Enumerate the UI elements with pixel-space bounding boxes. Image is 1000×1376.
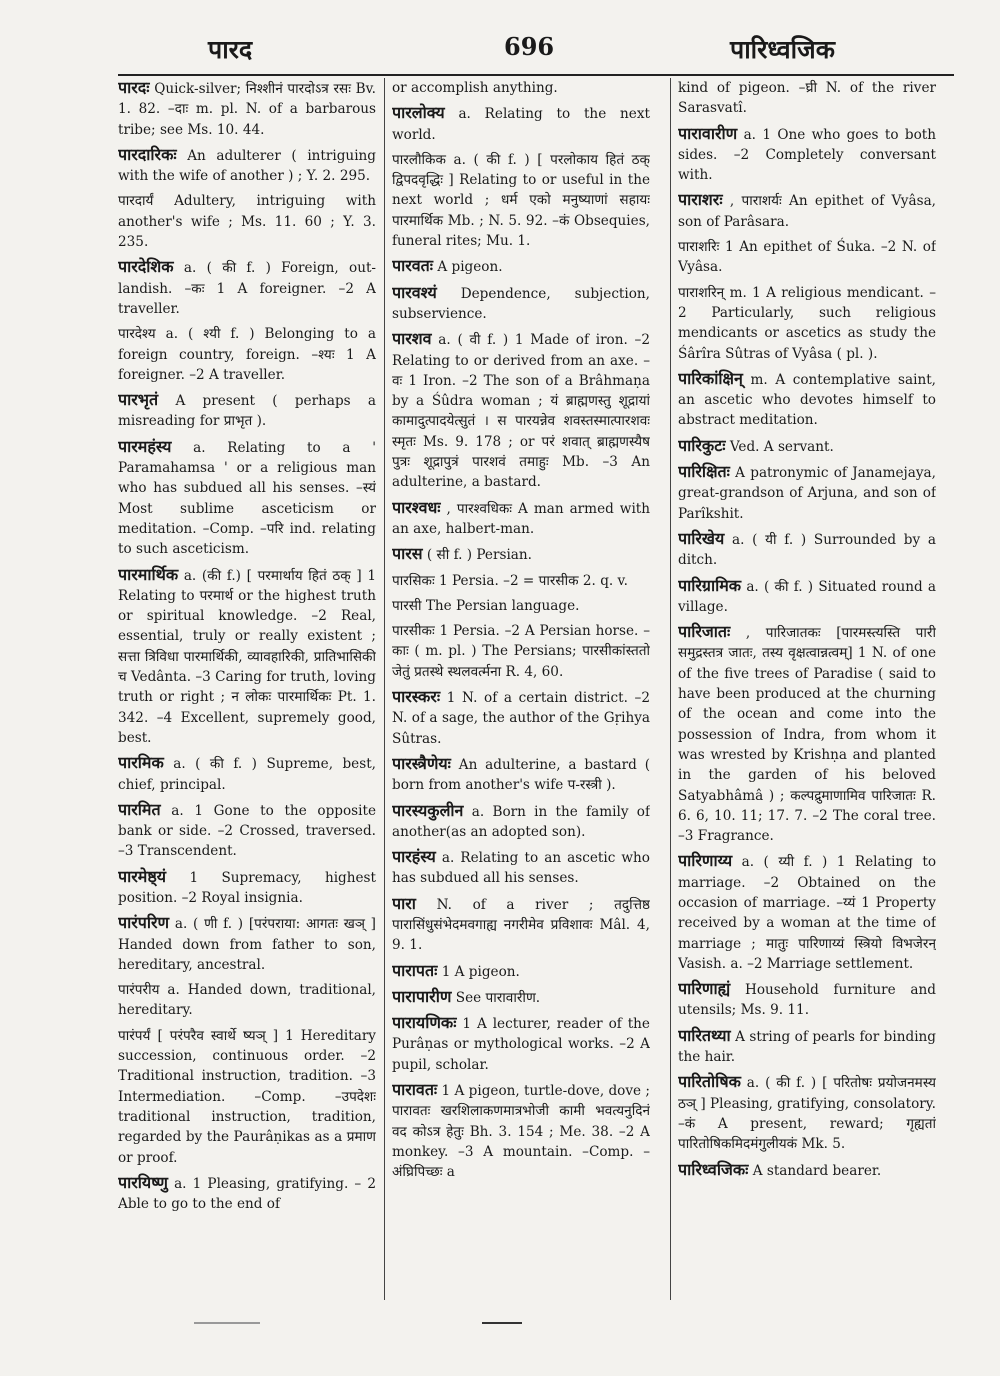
- entry-definition: m. A contemplative saint, an ascetic who devotes himself to abstract meditation.: [678, 371, 936, 429]
- entry-headword: पारश्वधः: [392, 497, 441, 517]
- entry-definition: 1 A pigeon.: [441, 963, 520, 980]
- entry-definition: The Persian language.: [425, 597, 580, 614]
- entry-definition: or accomplish anything.: [392, 80, 558, 96]
- entry-headword: पारिक्षितः: [678, 462, 730, 482]
- dictionary-entry: [392, 544, 650, 565]
- entry-definition: Ved. A servant.: [729, 438, 834, 455]
- dictionary-entry: [118, 867, 376, 909]
- entry-definition: a. 1 One who goes to both sides. –2 Completely conversant with.: [678, 126, 936, 184]
- header-rule: [118, 74, 954, 76]
- dictionary-entry: [678, 78, 936, 119]
- entry-definition: A present ( perhaps a misreading for प्राभृत ).: [118, 393, 376, 430]
- dictionary-entry: [678, 436, 936, 457]
- dictionary-entry: [392, 103, 650, 145]
- page-number: 696: [504, 32, 555, 61]
- entry-headword: पारितोषिक: [678, 1072, 741, 1092]
- entry-headword: पारमेष्ठ्यं: [118, 866, 167, 886]
- entry-definition: a. ( वी f. ) 1 Made of iron. –2 Relating to or derived from an axe. –वः 1 Iron. –2 The son of a Brâhmaṇa by a Śûdra woman ; यं ब्राह्मणस्तु शूद्रायां कामादुत्पादयेत्सुतं । स पारयन्नेव शवस्तस्मात्पारशवः स्मृतः Ms. 9. 178 ; or परं शवात् ब्राह्मणस्यैष पुत्रः शूद्रापुत्रं पारशवं तमाहुः Mb. –3 An adulterine, a bastard.: [392, 332, 650, 491]
- entry-definition: A string of pearls for binding the hair.: [678, 1028, 936, 1066]
- entry-definition: [ परंपरैव स्वार्थे ष्यञ् ] 1 Hereditary succession, continuous order. –2 Traditional instruction, tradition. –3 Intermediation. –Comp. –उपदेशः traditional instruction, tradition, regarded by the Paurâṇikas as a प्रमाण or proof.: [118, 1027, 376, 1166]
- entry-definition: a. ( णी f. ) [परंपराया: आगतः खञ् ] Handed down from father to son, hereditary, ancestral.: [118, 916, 376, 973]
- entry-headword: पारापारीण: [392, 986, 452, 1006]
- entry-definition: a. ( की f. ) Foreign, out-landish. –कः 1 A foreigner. –2 A traveller.: [118, 260, 376, 317]
- entry-headword: पारिजातः: [678, 622, 731, 642]
- page-header: [118, 30, 848, 74]
- dictionary-entry: [118, 1026, 376, 1168]
- dictionary-entry: [392, 847, 650, 889]
- entry-definition: 1 A lecturer, reader of the Purâṇas or mythological works. –2 A pupil, scholar.: [392, 1016, 650, 1073]
- dictionary-entry: [678, 369, 936, 431]
- column-divider-2: [670, 78, 671, 1300]
- dictionary-entry: [678, 851, 936, 974]
- footer-mark: [194, 1322, 260, 1324]
- dictionary-entry: [392, 621, 650, 682]
- dictionary-entry: [118, 191, 376, 252]
- entry-headword: पारा: [392, 893, 416, 913]
- dictionary-entry: [392, 498, 650, 540]
- dictionary-entry: [118, 1173, 376, 1215]
- dictionary-entry: [678, 979, 936, 1021]
- entry-headword: पारवश्यं: [392, 282, 437, 302]
- entry-headword: पारलौकिक: [392, 151, 446, 168]
- entry-definition: 1 N. of a certain district. –2 N. of a sage, the author of the Gṛihya Sûtras.: [392, 690, 650, 747]
- dictionary-entry: [392, 283, 650, 325]
- entry-headword: पारंपरिण: [118, 913, 170, 933]
- entry-headword: पारदेशिक: [118, 257, 174, 277]
- entry-headword: पारदेश्य: [118, 326, 156, 343]
- dictionary-entry: [392, 150, 650, 251]
- entry-definition: 1 Supremacy, highest position. –2 Royal insignia.: [118, 869, 376, 906]
- entry-definition: a. ( की f. ) [ परितोषः प्रयोजनमस्य ठञ् ] Pleasing, gratifying, consolatory. –कं A present, reward; गृह्यतां पारितोषिकमिदमंगुलीयकं Mk. 5.: [678, 1075, 936, 1153]
- dictionary-entry: [118, 78, 376, 140]
- entry-headword: पारंपर्यं: [118, 1027, 151, 1044]
- dictionary-entry: [392, 754, 650, 796]
- entry-definition: a. 1 Pleasing, gratifying. – 2 Able to go to the end of: [118, 1175, 376, 1213]
- dictionary-entry: [392, 894, 650, 956]
- entry-headword: पारदारिकः: [118, 144, 177, 164]
- dictionary-entry: [118, 145, 376, 187]
- dictionary-entry: [678, 1072, 936, 1154]
- entry-definition: 1 A pigeon, turtle-dove, dove ; पारावतः खरशिलाकणमात्रभोजी कामी भवत्यनुदिनं वद कोऽत्र हेतुः Bh. 3. 154 ; Me. 38. –2 A monkey. –3 A mountain. –Comp. –अंघ्रिपिच्छः a: [392, 1083, 650, 1181]
- dictionary-entry: [392, 329, 650, 492]
- entry-headword: पारमिक: [118, 753, 164, 773]
- entry-headword: पारावारीण: [678, 123, 738, 143]
- column-3: [678, 78, 936, 1298]
- entry-definition: a. ( य्यी f. ) 1 Relating to marriage. –2 Obtained on the occasion of marriage. –य्यं 1 Property received by a woman at the time of marriage ; मातुः पारिणाय्यं स्त्रियो विभजेरन् Vasish. a. –2 Marriage settlement.: [678, 854, 936, 972]
- right-running-headword: पारिध्वजिक: [730, 35, 835, 64]
- entry-definition: a. ( की f. ) [ परलोकाय हितं ठक् द्विपदवृद्धिः ] Relating to or useful in the next world ; धर्म एको मनुष्याणां सहायः पारमार्थिक Mb. ; N. 5. 92. –कं Obsequies, funeral rites; Mu. 1.: [392, 151, 650, 250]
- dictionary-entry: [678, 622, 936, 846]
- entry-headword: पारायणिकः: [392, 1013, 457, 1033]
- entry-definition: ( सी f. ) Persian.: [426, 547, 532, 564]
- dictionary-entry: [678, 529, 936, 571]
- entry-definition: a. 1 Gone to the opposite bank or side. –2 Crossed, traversed. –3 Transcendent.: [118, 802, 376, 860]
- column-divider-1: [384, 78, 385, 1300]
- page-footer: [420, 1322, 580, 1328]
- entry-definition: A pigeon.: [437, 259, 503, 276]
- entry-headword: पारमार्थिक: [118, 564, 179, 584]
- entry-headword: पारशव: [392, 329, 432, 349]
- entry-definition: 1 Persia. –2 = पारसीक 2. q. v.: [439, 572, 628, 589]
- entry-definition: Quick-silver; निश्शीनं पारदोऽत्र रसः Bv. 1. 82. –दाः m. pl. N. of a barbarous tribe; see Ms. 10. 44.: [118, 81, 376, 138]
- entry-definition: a. Relating to a ' Paramahamsa ' or a religious man who has subdued all his senses. –स्यं Most sublime asceticism or meditation. –Comp. –परि ind. relating to such asceticism.: [118, 439, 376, 558]
- entry-headword: पारिणाह्यं: [678, 979, 731, 999]
- entry-headword: पारस: [392, 544, 423, 564]
- entry-headword: पाराशरिन्: [678, 284, 725, 301]
- dictionary-entry: [678, 283, 936, 364]
- entry-definition: a. ( की f. ) Situated round a village.: [678, 578, 936, 615]
- entry-headword: पारिकांक्षिन्: [678, 368, 743, 388]
- entry-definition: m. 1 A religious mendicant. –2 Particularly, such religious mendicants or ascetics as study the Śârîra Sûtras of Vyâsa ( pl. ).: [678, 284, 936, 362]
- dictionary-entry: [678, 1160, 936, 1181]
- left-running-headword: पारद: [208, 35, 253, 64]
- entry-definition: a. ( यी f. ) Surrounded by a ditch.: [678, 531, 936, 569]
- entry-headword: पारयिष्णु: [118, 1172, 168, 1192]
- dictionary-entry: [678, 124, 936, 186]
- entry-definition: , पारश्वधिकः A man armed with an axe, halbert-man.: [392, 500, 650, 537]
- entry-headword: पारस्यकुलीन: [392, 800, 464, 820]
- dictionary-entry: [118, 565, 376, 749]
- dictionary-entry: [392, 987, 650, 1008]
- entry-headword: पारिग्रामिक: [678, 575, 742, 595]
- entry-definition: See पारावारीण.: [455, 989, 541, 1006]
- entry-definition: A standard bearer.: [752, 1162, 882, 1179]
- entry-headword: पारवतः: [392, 256, 434, 276]
- dictionary-entry: [118, 390, 376, 432]
- entry-headword: पारमित: [118, 799, 161, 819]
- entry-headword: पारसिकः: [392, 572, 435, 589]
- dictionary-entry: [392, 78, 650, 98]
- entry-definition: , पारिजातकः [पारमस्त्यस्ति पारी समुद्रस्तत्र जातः, तस्य वृक्षत्वान्नत्वम्] 1 N. of one of the five trees of Paradise ( said to have been produced at the churning of the ocean and come into the possession of Indra, from whom it was wrested by Krishṇa and planted in the garden of his beloved Satyabhâmâ ) ; कल्पद्रुमाणामिव पारिजातः R. 6. 6, 10. 11; 17. 7. –2 The coral tree. –3 Fragrance.: [678, 625, 936, 845]
- entry-definition: , पाराशर्यः An epithet of Vyâsa, son of Parâsara.: [678, 193, 936, 230]
- dictionary-entry: [392, 1013, 650, 1075]
- entry-headword: पारदः: [118, 78, 150, 97]
- dictionary-entry: [392, 687, 650, 749]
- entry-definition: N. of a river ; तदुत्तिष्ठ पारासिंधुसंभेदमवगाह्य नगरीमेव प्रविशावः Mâl. 4, 9. 1.: [392, 896, 650, 954]
- entry-definition: Adultery, intriguing with another's wife ; Ms. 11. 60 ; Y. 3. 235.: [118, 193, 376, 251]
- entry-headword: पारसीकः: [392, 623, 435, 640]
- entry-headword: पारंपरीय: [118, 982, 160, 999]
- dictionary-entry: [678, 462, 936, 524]
- dictionary-entry: [392, 801, 650, 843]
- entry-definition: a. (की f.) [ परमार्थाय हितं ठक् ] 1 Relating to परमार्थ or the highest truth or spiritual knowledge. –2 Real, essential, truly or really existent ; सत्ता त्रिविधा पारमार्थिकी, व्यावहारिकी, प्रातिभासिकी च Vedânta. –3 Caring for truth, loving truth or right ; न लोकः पारमार्थिकः Pt. 1. 342. –4 Excellent, supremely good, best.: [118, 567, 376, 746]
- entry-headword: पारिखेय: [678, 528, 725, 548]
- entry-definition: a. ( श्यी f. ) Belonging to a foreign country, foreign. –श्यः 1 A foreigner. –2 A traveller.: [118, 326, 376, 383]
- entry-definition: a. Relating to the next world.: [392, 106, 650, 143]
- dictionary-entry: [392, 571, 650, 591]
- dictionary-entry: [392, 1080, 650, 1182]
- dictionary-entry: [678, 237, 936, 278]
- entry-definition: A patronymic of Janamejaya, great-grandson of Arjuna, and son of Parîkshit.: [678, 465, 936, 522]
- entry-definition: a. Handed down, traditional, hereditary.: [118, 982, 376, 1019]
- entry-headword: पारिकुटः: [678, 435, 726, 455]
- entry-headword: पारहंस्य: [392, 847, 436, 867]
- entry-headword: पारदार्यं: [118, 193, 154, 210]
- entry-headword: पारिणाय्य: [678, 851, 733, 871]
- dictionary-entry: [118, 980, 376, 1021]
- dictionary-entry: [118, 257, 376, 319]
- entry-headword: पारलोक्य: [392, 103, 445, 123]
- dictionary-entry: [118, 913, 376, 975]
- dictionary-entry: [118, 753, 376, 795]
- entry-definition: a. Born in the family of another(as an adopted son).: [392, 803, 650, 840]
- dictionary-entry: [392, 596, 650, 616]
- dictionary-entry: [678, 576, 936, 618]
- dictionary-entry: [392, 961, 650, 982]
- entry-headword: पाराशरः: [678, 190, 723, 210]
- entry-definition: Household furniture and utensils; Ms. 9. 11.: [678, 982, 936, 1019]
- dictionary-entry: [118, 437, 376, 560]
- column-1: [118, 78, 376, 1298]
- entry-definition: Dependence, subjection, subservience.: [392, 285, 650, 322]
- entry-headword: पारमहंस्य: [118, 436, 172, 456]
- column-2: [392, 78, 650, 1298]
- dictionary-entry: [392, 256, 650, 277]
- entry-headword: पारस्करः: [392, 687, 441, 707]
- entry-definition: 1 An epithet of Śuka. –2 N. of Vyâsa.: [678, 239, 936, 276]
- entry-definition: An adulterer ( intriguing with the wife of another ) ; Y. 2. 295.: [118, 147, 376, 185]
- entry-headword: पारापतः: [392, 960, 438, 980]
- dictionary-entry: [118, 800, 376, 862]
- entry-headword: पारिध्वजिकः: [678, 1159, 749, 1179]
- entry-definition: An adulterine, a bastard ( born from another's wife प-रस्त्री ).: [392, 756, 650, 794]
- entry-definition: a. Relating to an ascetic who has subdued all his senses.: [392, 850, 650, 887]
- entry-headword: पारसी: [392, 597, 422, 614]
- entry-headword: पारस्त्रैणेयः: [392, 753, 451, 773]
- dictionary-entry: [678, 190, 936, 232]
- entry-definition: kind of pigeon. –घ्री N. of the river Sarasvatî.: [678, 80, 936, 117]
- entry-headword: पाराशरिः: [678, 239, 720, 256]
- entry-headword: पारितथ्या: [678, 1025, 731, 1045]
- dictionary-entry: [678, 1026, 936, 1068]
- entry-definition: 1 Persia. –2 A Persian horse. –काः ( m. pl. ) The Persians; पारसीकांस्ततो जेतुं प्रतस्थे स्थलवर्त्मना R. 4, 60.: [392, 623, 650, 680]
- entry-headword: पारावतः: [392, 1080, 438, 1100]
- footer-dash: [482, 1322, 522, 1324]
- entry-headword: पारभृतं: [118, 390, 159, 410]
- dictionary-entry: [118, 324, 376, 385]
- entry-definition: a. ( की f. ) Supreme, best, chief, principal.: [118, 756, 376, 793]
